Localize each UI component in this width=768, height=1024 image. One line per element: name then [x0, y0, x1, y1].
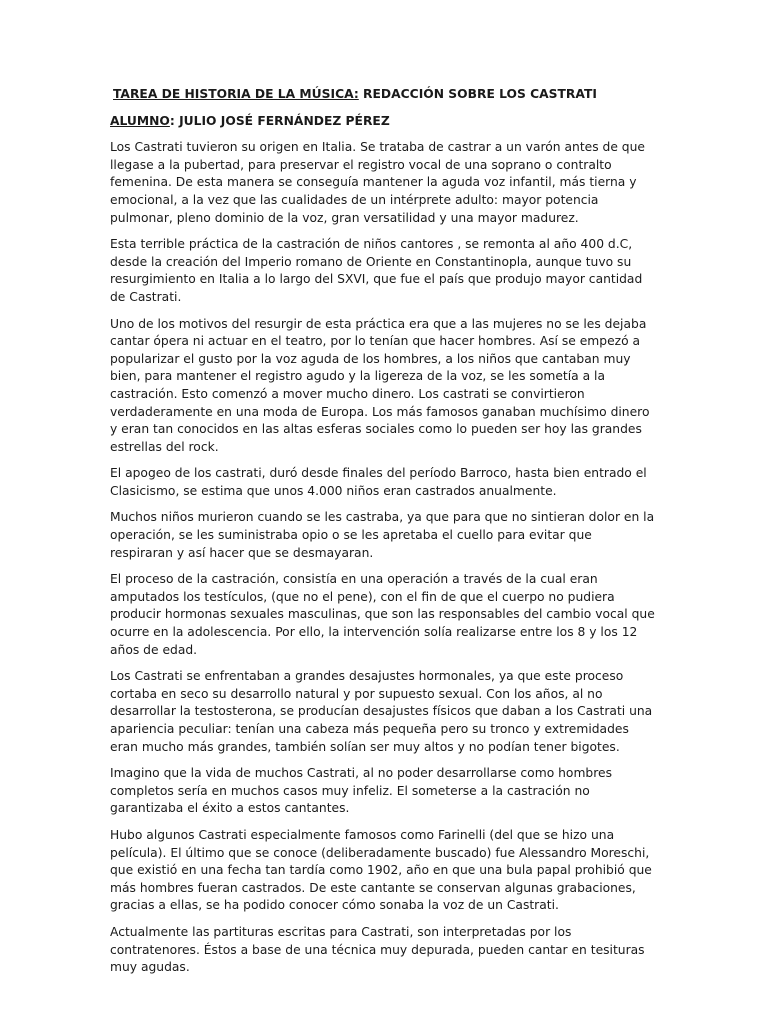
paragraph: Esta terrible práctica de la castración de niños cantores , se remonta al año 400 d.C, desde la creación del Imperio romano de Oriente en Constantinopla, aunque tuvo su resurgimiento en Italia a lo largo del SXVI, que fue el país que produjo mayor cantidad de Castrati.: [110, 237, 643, 304]
title-label: TAREA DE HISTORIA DE LA MÚSICA:: [113, 87, 359, 101]
document-title: [113, 86, 658, 104]
paragraph: Uno de los motivos del resurgir de esta práctica era que a las mujeres no se les dejaba cantar ópera ni actuar en el teatro, por lo tenían que hacer hombres. Así se empezó a popularizar el gusto por la voz aguda de los hombres, a los niños que cantaban muy bien, para mantener el registro agudo y la ligereza de la voz, se les sometía a la castración. Esto comenzó a mover mucho dinero. Los castrati se convirtieron verdaderamente en una moda de Europa. Los más famosos ganaban muchísimo dinero y eran tan conocidos en las altas esferas sociales como lo pueden ser hoy las grandes estrellas del rock.: [110, 316, 650, 454]
author-name: : JULIO JOSÉ FERNÁNDEZ PÉREZ: [169, 113, 390, 128]
paragraph: Hubo algunos Castrati especialmente famosos como Farinelli (del que se hizo una película). El último que se conoce (deliberadamente buscado) fue Alessandro Moreschi, que existió en una fecha tan tardía como 1902, año en que una bula papal prohibió que más hombres fueran castrados. De este cantante se conservan algunas grabaciones, gracias a ellas, se ha podido conocer cómo sonaba la voz de un Castrati.: [110, 827, 652, 913]
paragraph: El apogeo de los castrati, duró desde finales del período Barroco, hasta bien entrado el Clasicismo, se estima que unos 4.000 niños eran castrados anualmente.: [110, 466, 647, 498]
paragraph: Los Castrati tuvieron su origen en Italia. Se trataba de castrar a un varón antes de que llegase a la pubertad, para preservar el registro vocal de una soprano o contralto femenina. De esta manera se conseguía mantener la aguda voz infantil, más tierna y emocional, a la vez que las cualidades de un intérprete adulto: mayor potencia pulmonar, pleno dominio de la voz, gran versatilidad y una mayor madurez.: [110, 140, 645, 225]
author-line: [110, 113, 658, 131]
document-body: [110, 86, 658, 986]
paragraph: Actualmente las partituras escritas para Castrati, son interpretadas por los contratenores. Éstos a base de una técnica muy depurada, pueden cantar en tesituras muy agudas.: [110, 924, 645, 975]
paragraph: Muchos niños murieron cuando se les castraba, ya que para que no sintieran dolor en la operación, se les suministraba opio o se les apretaba el cuello para evitar que respiraran y así hacer que se desmayaran.: [110, 510, 655, 560]
paragraph: Los Castrati se enfrentaban a grandes desajustes hormonales, ya que este proceso cortaba en seco su desarrollo natural y por supuesto sexual. Con los años, al no desarrollar la testosterona, se producían desajustes físicos que daban a los Castrati una apariencia peculiar: tenían una cabeza más pequeña pero su tronco y extremidades eran mucho más grandes, también solían ser muy altos y no podían tener bigotes.: [110, 669, 653, 754]
title-text: REDACCIÓN SOBRE LOS CASTRATI: [358, 87, 597, 101]
author-label: ALUMNO: [110, 113, 170, 128]
paragraph: El proceso de la castración, consistía en una operación a través de la cual eran amputados los testículos, (que no el pene), con el fin de que el cuerpo no pudiera producir hormonas sexuales masculinas, que son las responsables del cambio vocal que ocurre en la adolescencia. Por ello, la intervención solía realizarse entre los 8 y los 12 años de edad.: [110, 572, 655, 657]
paragraph: Imagino que la vida de muchos Castrati, al no poder desarrollarse como hombres completos sería en muchos casos muy infeliz. El someterse a la castración no garantizaba el éxito a estos cantantes.: [110, 766, 612, 816]
